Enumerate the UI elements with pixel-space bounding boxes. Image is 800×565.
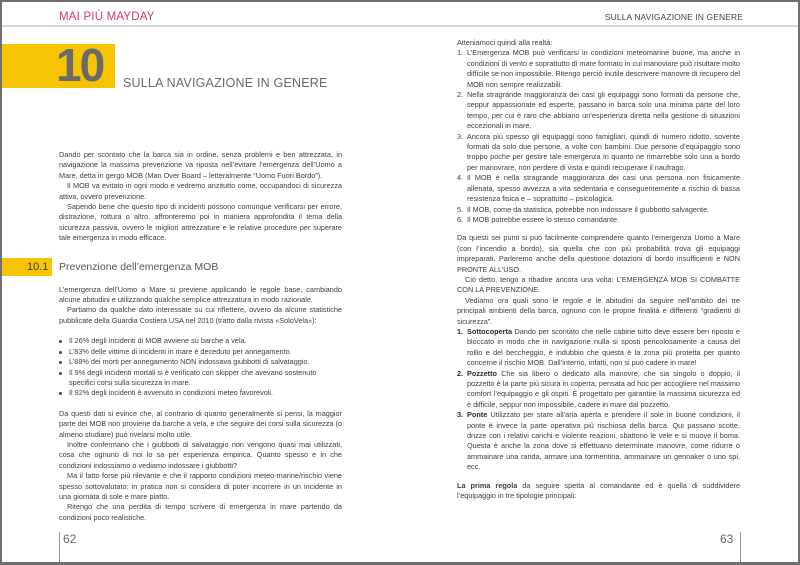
paragraph: Il MOB va evitato in ogni modo e vedremo anzitutto come, occupandoci di sicurezza attiva, ovvero prevenzione.: [59, 181, 342, 201]
list-item: 6. Il MOB potrebbe essere lo stesso comandante.: [457, 214, 620, 224]
paragraph: Ma il fatto forse più rilevante è che il rapporto condizioni meteo-marine/rischio viene spesso sottovalutato: in pratica non si considera di poter incorrere in un incidente in una giornata di sole e mare piatto.: [59, 471, 342, 501]
statistics-list: [59, 336, 342, 398]
list-item: L’83% delle vittime di incidenti in mare è deceduto per annegamento.: [59, 347, 342, 357]
list-item: 3. Ancora più spesso gli equipaggi sono famigliari, quindi di numero ridotto, sovente formati da solo due persone, a volte con bambini. Due persone d’equipaggio sono troppo poche per gestire tale emergenza in quanto ne rimarrebbe solo una a bordo per manovrare, non perdere di vista e quindi recuperare il naufrago.: [457, 131, 740, 172]
reality-list: [457, 48, 740, 225]
paragraph: L’emergenza dell’Uomo a Mare si previene applicando le regole base, cambiando alcune abitudini e utilizzando qualche semplice attrezzatura in modo razionale.: [59, 284, 342, 305]
list-item: 1. Sottocoperta Dando per scontato che nelle cabine tutto deve essere ben riposto e bloccato in modo che in navigazione nulla si sposti pericolosamente a causa del rollio e del beccheggio, è indubbio che questa è la zona più protetta per quanto concerne il rischio MOB. Dall’interno, infatti, non si può cadere in mare!: [457, 326, 740, 368]
running-header-chapter: SULLA NAVIGAZIONE IN GENERE: [604, 12, 743, 22]
page-border-top: [0, 0, 800, 2]
paragraph: La prima regola da seguire spetta al comandante ed è quella di suddividere l’equipaggio in tre tipologie principali:: [457, 480, 741, 501]
running-header-book-title: MAI PIÙ MAYDAY: [59, 11, 155, 23]
paragraph: Sapendo bene che questo tipo di incidenti possono comunque verificarsi per errore, distrazione, rottura o altro, affronteremo poi in maniera approfondita il tema della sicurezza passiva, ovvero le migliori attrezzature e le relative procedure per superare tale emergenza in modo efficace.: [59, 202, 342, 243]
paragraph: Dando per scontato che la barca sia in ordine, senza problemi e ben attrezzata, in navigazione la massima prevenzione va riposta nell’evitare l’emergenza dell’Uomo a Mare, detta in gergo MOB (Man Over Board – letteralmente “Uomo Fuori Bordo”).: [59, 150, 342, 180]
boat-areas-list: [457, 327, 740, 473]
list-item: Il 9% degli incidenti mortali si è verificato con skipper che avevano sostenuto specifici corsi sulla sicurezza in mare.: [59, 368, 342, 389]
chapter-intro: [59, 150, 342, 244]
chapter-number: 10: [56, 42, 104, 88]
chapter-title: SULLA NAVIGAZIONE IN GENERE: [123, 76, 328, 90]
paragraph: Inoltre confermano che i giubbotti di salvataggio non vengono quasi mai utilizzati, cosa che ognuno di noi lo sa per esperienza empirica. Quanto spesso e in che condizioni indossiamo o vediamo indossare i giubbotti?: [59, 439, 342, 470]
list-item: L’88% dei morti per annegamento NON indossava giubbotti di salvataggio.: [59, 357, 342, 367]
paragraph: Partiamo da qualche dato interessate su cui riflettere, ovvero da alcune statistiche pubblicate della Guardia Costiera USA nel 2010 (tratto dalla rivista «SoloVela»):: [59, 305, 342, 325]
list-item: 1. L’Emergenza MOB può verificarsi in condizioni meteomarine buone, ma anche in condizioni di vento e soprattutto di mare formato in cui manoviare può risultare molto difficile se non impossibile. Ritengo perciò inutile descrivere manovre di recupero del MOB non sempre realizzabili.: [457, 48, 740, 89]
paragraph: Atteniamoci quindi alla realtà:: [457, 38, 553, 47]
list-item: Il 92% degli incidenti è avvenuto in condizioni meteo favorevoli.: [59, 388, 342, 398]
statistics-conclusion: [59, 409, 342, 523]
right-page-text: [457, 38, 740, 518]
list-item: Il 26% degli incidenti di MOB avviene su barche a vela.: [59, 336, 342, 346]
section-number: 10.1: [27, 260, 49, 273]
paragraph: Vediamo ora quali sono le regole e le abitudini da seguire nell’ambito dei tre principali ambienti della barca, ognuno con le proprie finalità e differenti “gradienti di sicurezza”.: [457, 295, 740, 326]
section-heading: [2, 258, 342, 276]
page-number-rule: [59, 532, 60, 562]
paragraph: Ritengo che una perdita di tempo scrivere di emergenza in mare partendo da condizioni poco realistiche.: [59, 502, 342, 522]
bullet-icon: [59, 351, 62, 354]
bullet-icon: [59, 372, 62, 375]
bullet-icon: [59, 340, 62, 343]
page-number-left: 62: [63, 532, 77, 546]
paragraph: Da questi sei punti si può facilmente comprendere quanto l’emergenza Uomo a Mare (con l’incendio a bordo), sia quella che con più probabilità trova gli equipaggi impreparati. Parleremo anche della questione dotazioni di bordo insufficienti e NON PRONTE ALL’USO.: [457, 233, 740, 274]
page-number-right: 63: [720, 532, 734, 546]
list-item: 3. Ponte Utilizzato per stare all’aria aperta e prendere il sole in buone condizioni, il ponte è invece la parte operativa più rischiosa della barca. Qui passano scotte, drizze con i relativi carichi e violente reazioni, sbattono le vele e si muove il boma. Questa è anche la zona dove si effettuano determinate manovre, come ridurre o ammainare una randa, armare una tormentina, ammainare un gennaker o uno spi, ecc.: [457, 410, 740, 472]
list-item: 2. Pozzetto Che sia libero o dedicato alla manovre, che sia singolo o doppio, il pozzetto è la parte più sicura in coperta, pensata ad hoc per accogliere nel massimo comfort l’equipaggio e gli ospiti. È progettato per garantire la massima sicurezza ed è difficile, seppur non impossibile, cadere in mare dal pozzetto.: [457, 368, 741, 409]
paragraph: Da questi dati si evince che, al contrario di quanto generalmente si pensi, la maggior parte dei MOB non proviene da barche a vela, e che seguire dei corsi sulla sicurezza (o almeno studiare) può rivelarsi molto utile.: [59, 408, 342, 439]
bullet-icon: [59, 361, 62, 364]
header-rule: [2, 25, 798, 27]
list-item: 2. Nella stragrande maggioranza dei casi gli equipaggi sono formati da persone che, seppur appassionate ed esperte, passano in barca solo una minima parte del loro tempo, per cui è raro che abbiano un’esperienza diretta nella gestione di situazioni eccezionali in mare.: [457, 90, 740, 131]
page-number-rule: [740, 532, 741, 562]
paragraph: Ciò detto, tengo a ribadire ancora una volta: L’EMERGENZA MOB SI COMBATTE CON LA PREVENZIONE.: [457, 274, 740, 295]
term: Ponte: [467, 410, 488, 420]
section-title: Prevenzione dell’emergenza MOB: [59, 260, 219, 273]
term: Sottocoperta: [467, 326, 512, 336]
list-item: 5. Il MOB, come da statistica, potrebbe non indossare il giubbotto salvagente.: [457, 204, 710, 214]
bullet-icon: [59, 392, 62, 395]
list-item: 4. Il MOB è nella stragrande maggioranza dei casi una persona non fisicamente allenata, spesso avvezza a vita sedentaria e conseguentemente a rischio di bassa resistenza fisica e – soprattutto – psicologica.: [457, 173, 740, 204]
spacer: [457, 473, 740, 481]
spacer: [457, 225, 740, 233]
left-page-column: [27, 150, 342, 525]
section-intro: [59, 285, 342, 327]
term: Pozzetto: [467, 368, 497, 378]
emphasis: La prima regola: [457, 480, 518, 490]
